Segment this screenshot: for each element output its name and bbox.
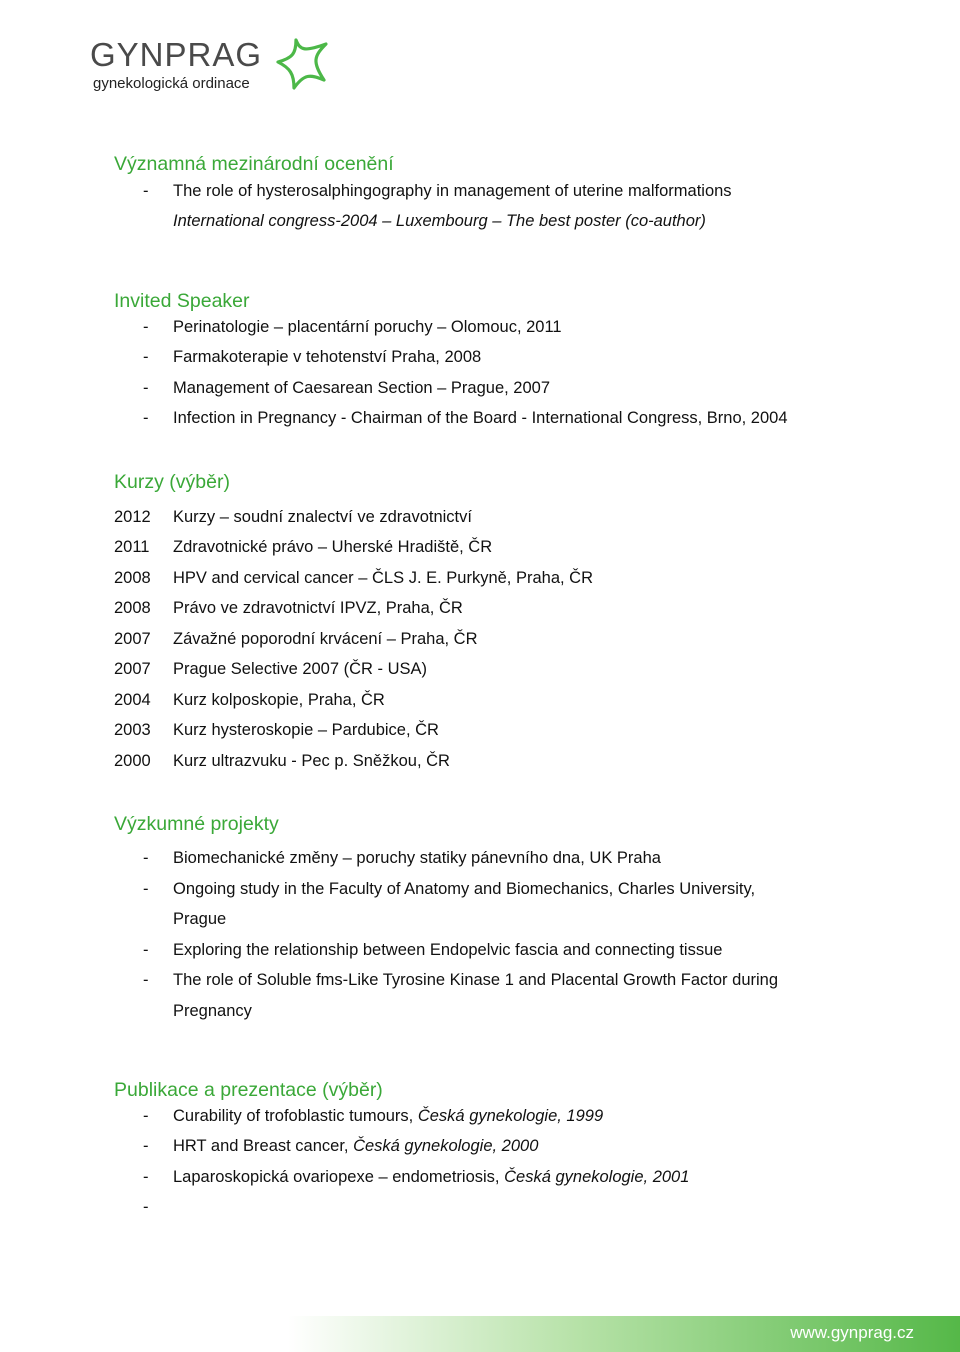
logo-wordmark: GYNPRAG — [90, 36, 263, 73]
list-dash: - — [143, 379, 149, 397]
logo-star-icon — [274, 36, 330, 92]
course-year: 2003 — [114, 721, 151, 739]
list-dash: - — [143, 1198, 149, 1216]
course-text: Kurz hysteroskopie – Pardubice, ČR — [173, 721, 439, 739]
list-dash: - — [143, 941, 149, 959]
list-item: Infection in Pregnancy - Chairman of the Board - International Congress, Brno, 2004 — [173, 409, 788, 427]
course-year: 2007 — [114, 630, 151, 648]
course-text: HPV and cervical cancer – ČLS J. E. Purkyně, Praha, ČR — [173, 569, 594, 587]
course-year: 2008 — [114, 569, 151, 587]
publication-journal: Česká gynekologie, 2000 — [353, 1137, 539, 1155]
publication-title: HRT and Breast cancer, — [173, 1137, 354, 1155]
course-text: Zdravotnické právo – Uherské Hradiště, ČR — [173, 538, 493, 556]
section-title-publications: Publikace a prezentace (výběr) — [114, 1079, 383, 1101]
footer-url[interactable]: www.gynprag.cz — [790, 1323, 914, 1342]
logo-subtitle: gynekologická ordinace — [93, 75, 250, 92]
list-dash: - — [143, 182, 149, 200]
list-item: Farmakoterapie v tehotenství Praha, 2008 — [173, 348, 482, 366]
list-dash: - — [143, 971, 149, 989]
list-item: Management of Caesarean Section – Prague, 2007 — [173, 379, 551, 397]
course-text: Prague Selective 2007 (ČR - USA) — [173, 660, 428, 678]
course-year: 2000 — [114, 752, 151, 770]
course-text: Kurzy – soudní znalectví ve zdravotnictví — [173, 508, 472, 526]
course-text: Kurz ultrazvuku - Pec p. Sněžkou, ČR — [173, 752, 450, 770]
publication-item — [173, 1167, 689, 1187]
list-item-continued: Prague — [173, 910, 227, 928]
course-text: Kurz kolposkopie, Praha, ČR — [173, 691, 385, 709]
list-item: Biomechanické změny – poruchy statiky pánevního dna, UK Praha — [173, 849, 661, 867]
list-item: The role of hysterosalphingography in management of uterine malformations — [173, 182, 732, 200]
section-title-courses: Kurzy (výběr) — [114, 471, 230, 493]
list-dash: - — [143, 1107, 149, 1125]
list-dash: - — [143, 318, 149, 336]
list-dash: - — [143, 348, 149, 366]
section-title-research: Výzkumné projekty — [114, 813, 279, 835]
publication-journal: Česká gynekologie, 1999 — [417, 1107, 604, 1125]
course-year: 2011 — [114, 538, 150, 556]
course-year: 2007 — [114, 660, 151, 678]
list-item: Ongoing study in the Faculty of Anatomy and Biomechanics, Charles University, — [173, 880, 756, 898]
section-title-awards: Významná mezinárodní ocenění — [114, 153, 394, 175]
list-item-italic — [173, 211, 706, 231]
logo — [90, 36, 330, 98]
list-dash: - — [143, 1168, 149, 1186]
list-item: Exploring the relationship between Endopelvic fascia and connecting tissue — [173, 941, 723, 959]
publication-title: Laparoskopická ovariopexe – endometriosis, — [173, 1168, 505, 1186]
list-dash: - — [143, 1137, 149, 1155]
list-dash: - — [143, 849, 149, 867]
list-item: The role of Soluble fms-Like Tyrosine Kinase 1 and Placental Growth Factor during — [173, 971, 779, 989]
course-year: 2004 — [114, 691, 151, 709]
publication-journal: Česká gynekologie, 2001 — [504, 1168, 690, 1186]
list-dash: - — [143, 880, 149, 898]
list-item-continued: Pregnancy — [173, 1002, 252, 1020]
course-year: 2012 — [114, 508, 151, 526]
section-title-invited: Invited Speaker — [114, 290, 250, 312]
course-text: Závažné poporodní krvácení – Praha, ČR — [173, 630, 478, 648]
publication-item — [173, 1136, 538, 1156]
list-item: Perinatologie – placentární poruchy – Olomouc, 2011 — [173, 318, 562, 336]
publication-item — [173, 1106, 603, 1126]
course-year: 2008 — [114, 599, 151, 617]
publication-title: Curability of trofoblastic tumours, — [173, 1107, 418, 1125]
list-dash: - — [143, 409, 149, 427]
course-text: Právo ve zdravotnictví IPVZ, Praha, ČR — [173, 599, 463, 617]
footer-bar — [0, 1316, 960, 1352]
award-detail: International congress-2004 – Luxembourg – The best poster (co-author) — [173, 212, 706, 230]
